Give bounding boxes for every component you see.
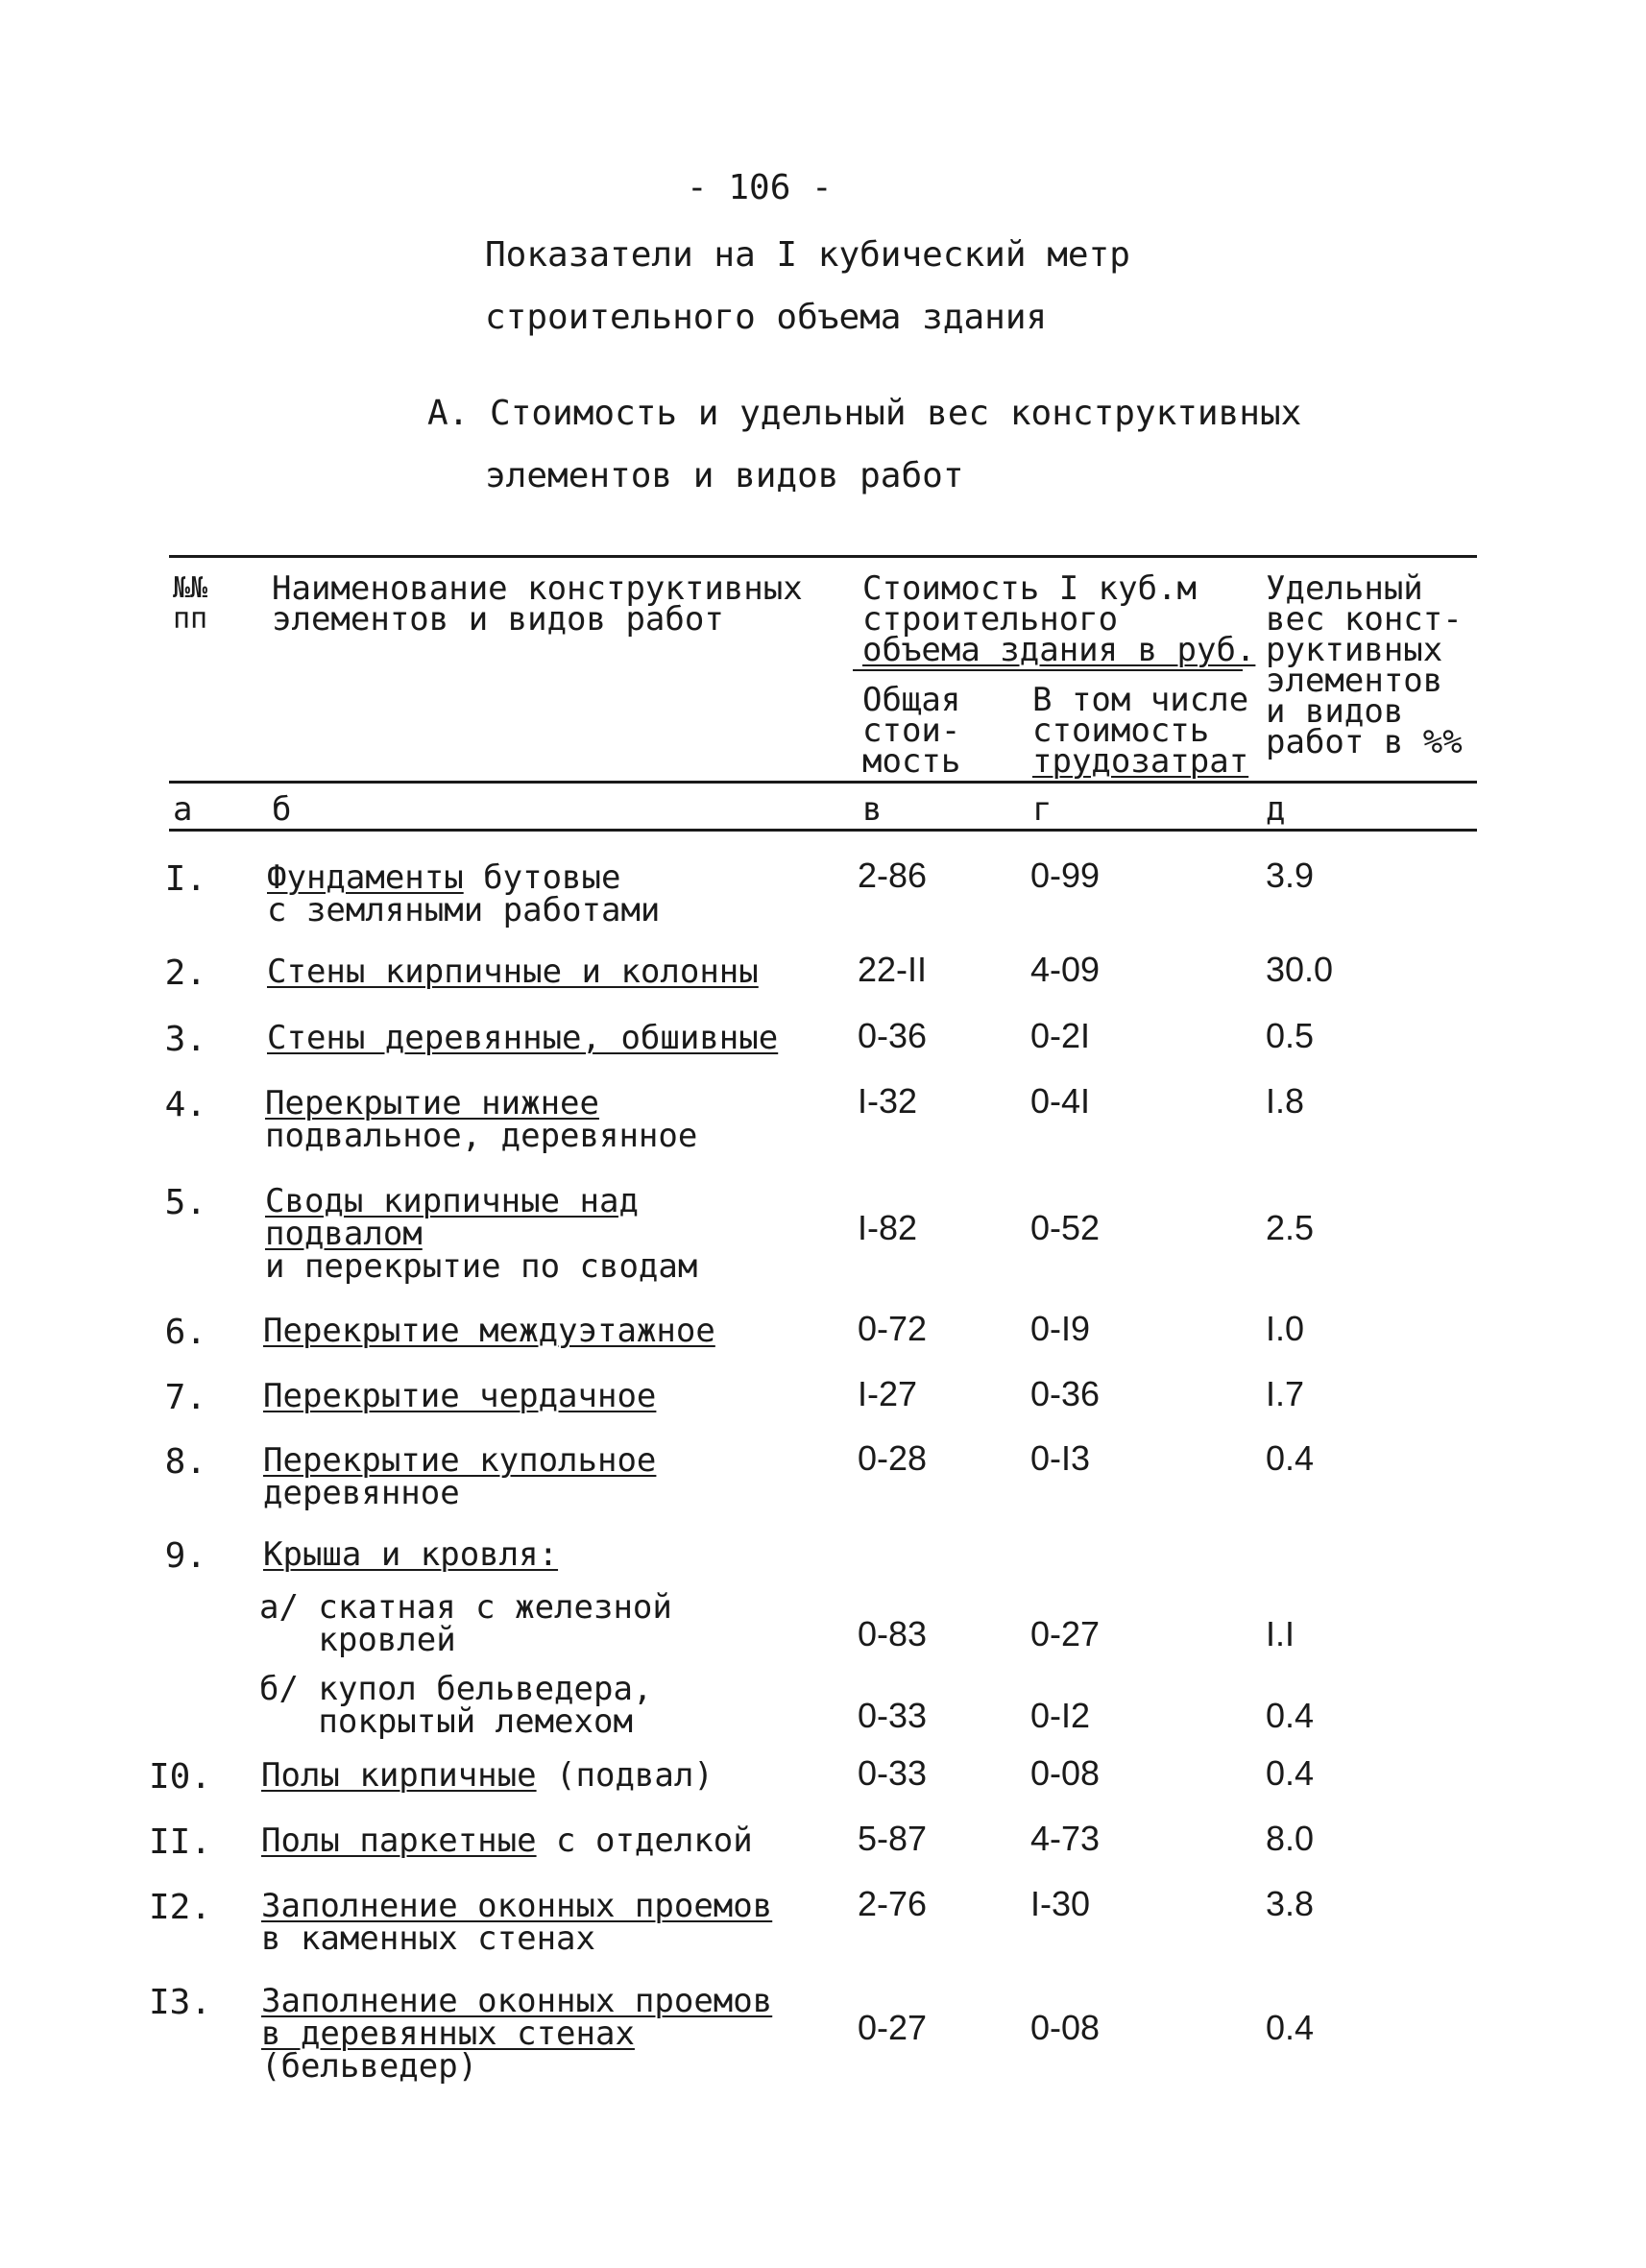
row-name-underlined: Перекрытие междуэтажное <box>263 1312 715 1350</box>
row-name-underlined: Полы паркетные <box>261 1822 537 1860</box>
page-title-line2: строительного объема здания <box>485 298 1048 337</box>
row-share: 3.8 <box>1266 1884 1315 1923</box>
row-total-cost: 2-86 <box>858 856 928 895</box>
header-cost-group: Стоимость I куб.м строительного <box>862 569 1197 639</box>
row-name-line1 <box>267 1019 779 1057</box>
row-total-cost: 0-72 <box>858 1309 928 1348</box>
row-name-rest: (подвал) <box>536 1756 714 1795</box>
header-cost-group-last: объема здания в руб. <box>862 631 1256 669</box>
row-number: I0. <box>149 1757 212 1797</box>
row-number: I2. <box>149 1888 212 1927</box>
header-share: Удельный вес конст- руктивных элементов и видов работ в %% <box>1266 569 1463 761</box>
row-share: 0.5 <box>1266 1016 1315 1055</box>
row-name-line1 <box>267 858 621 897</box>
row-number: 3. <box>164 1020 206 1059</box>
row-name-underlined: Заполнение оконных проемов <box>261 1982 773 2020</box>
row-name-underlined: Заполнение оконных проемов <box>261 1887 773 1925</box>
row-name-underlined: Перекрытие купольное <box>263 1441 657 1480</box>
row-share: I.0 <box>1266 1309 1305 1348</box>
letter-d: д <box>1266 790 1286 829</box>
letter-a: а <box>173 790 193 829</box>
row-total-cost: I-82 <box>858 1208 918 1247</box>
row-share: 8.0 <box>1266 1819 1315 1858</box>
row-labor-cost: 4-09 <box>1030 950 1101 989</box>
row-name-line1 <box>263 1312 715 1350</box>
row-name-line1 <box>265 1084 599 1122</box>
row-number: 7. <box>164 1378 206 1417</box>
row-share: I.8 <box>1266 1081 1305 1121</box>
row-labor-cost: 0-2I <box>1030 1016 1091 1055</box>
row-name-line2: подвальное, деревянное <box>265 1117 698 1155</box>
row-total-cost: 0-27 <box>858 2008 928 2047</box>
row-name-underlined: Крыша и кровля: <box>263 1535 559 1574</box>
row-share: 0.4 <box>1266 1438 1315 1478</box>
row-total-cost: 22-II <box>858 950 928 989</box>
row-share: I.I <box>1266 1614 1295 1653</box>
header-bottom-rule <box>169 781 1477 784</box>
row-name-line3: (бельведер) <box>261 2047 478 2086</box>
row-labor-cost: 4-73 <box>1030 1819 1101 1858</box>
page-number: - 106 - <box>687 168 833 207</box>
row-name-line1 <box>263 1377 657 1415</box>
row-name-line1 <box>261 1756 714 1795</box>
row-name-line2: деревянное <box>263 1474 460 1512</box>
row-total-cost: I-27 <box>858 1374 918 1413</box>
row-labor-cost: 0-I3 <box>1030 1438 1091 1478</box>
row-labor-cost: 0-4I <box>1030 1081 1091 1121</box>
row-total-cost: 5-87 <box>858 1819 928 1858</box>
section-title-line1: А. Стоимость и удельный вес конструктивных <box>427 394 1302 433</box>
header-name: Наименование конструктивных элементов и видов работ <box>272 569 803 639</box>
row-name-underlined: Своды кирпичные над <box>265 1182 639 1220</box>
header-labor-last: трудозатрат <box>1032 742 1249 781</box>
row-total-cost: 0-83 <box>858 1614 928 1653</box>
row-total-cost: 0-36 <box>858 1016 928 1055</box>
row-number: 8. <box>164 1442 206 1482</box>
row-name-line2: в деревянных стенах <box>261 2015 635 2053</box>
row-name-underlined: Перекрытие нижнее <box>265 1084 599 1122</box>
row-total-cost: 0-28 <box>858 1438 928 1478</box>
row-number: II. <box>149 1822 212 1862</box>
row-share: 0.4 <box>1266 2008 1315 2047</box>
row-name-line2: подвалом <box>265 1215 423 1253</box>
row-name-line1 <box>263 1535 559 1574</box>
header-labor: В том числе стоимость <box>1032 681 1249 750</box>
row-name-line1 <box>261 1822 753 1860</box>
row-number: 9. <box>164 1536 206 1576</box>
row-total-cost: I-32 <box>858 1081 918 1121</box>
row-name-rest: бутовые <box>463 858 621 897</box>
row-share: 3.9 <box>1266 856 1315 895</box>
row-name-underlined: Перекрытие чердачное <box>263 1377 657 1415</box>
row-labor-cost: 0-08 <box>1030 1753 1101 1793</box>
row-name-rest: с отделкой <box>536 1822 753 1860</box>
row-name-line1 <box>265 1182 639 1220</box>
row-name-line3: и перекрытие по сводам <box>265 1247 698 1286</box>
row-name-line1 <box>259 1588 672 1627</box>
section-title-line2: элементов и видов работ <box>485 456 964 495</box>
row-name-line2: с земляными работами <box>267 891 661 929</box>
letter-v: в <box>862 790 883 829</box>
row-share: 30.0 <box>1266 950 1334 989</box>
row-labor-cost: 0-36 <box>1030 1374 1101 1413</box>
row-name-line1 <box>263 1441 657 1480</box>
row-share: 2.5 <box>1266 1208 1315 1247</box>
row-labor-cost: 0-52 <box>1030 1208 1101 1247</box>
header-num: №№ пп <box>173 571 208 636</box>
row-name-underlined: Стены деревянные, обшивные <box>267 1019 779 1057</box>
row-name-underlined: Стены кирпичные и колонны <box>267 953 759 991</box>
row-labor-cost: 0-08 <box>1030 2008 1101 2047</box>
letter-b: б <box>272 790 292 829</box>
letters-bottom-rule <box>169 829 1477 832</box>
row-name-line2: в каменных стенах <box>261 1919 595 1958</box>
row-labor-cost: 0-27 <box>1030 1614 1101 1653</box>
row-number: I. <box>164 859 206 899</box>
row-share: 0.4 <box>1266 1753 1315 1793</box>
row-name-rest: а/ скатная с железной <box>259 1588 672 1627</box>
row-name-line1 <box>259 1670 653 1708</box>
row-name-underlined: Фундаменты <box>267 858 464 897</box>
header-total: Общая стои- мость <box>862 681 961 781</box>
cost-group-rule <box>853 669 1243 671</box>
row-labor-cost: 0-99 <box>1030 856 1101 895</box>
row-number: 2. <box>164 953 206 993</box>
row-name-line1 <box>267 953 759 991</box>
row-share: 0.4 <box>1266 1696 1315 1735</box>
row-name-line1 <box>261 1887 773 1925</box>
row-total-cost: 2-76 <box>858 1884 928 1923</box>
row-share: I.7 <box>1266 1374 1305 1413</box>
row-number: 5. <box>164 1183 206 1222</box>
row-name-line2: кровлей <box>259 1621 456 1659</box>
letter-g: г <box>1032 790 1053 829</box>
row-total-cost: 0-33 <box>858 1753 928 1793</box>
page-title-line1: Показатели на I кубический метр <box>485 235 1130 275</box>
row-name-underlined: Полы кирпичные <box>261 1756 537 1795</box>
row-labor-cost: I-30 <box>1030 1884 1091 1923</box>
row-total-cost: 0-33 <box>858 1696 928 1735</box>
row-number: I3. <box>149 1983 212 2022</box>
row-number: 6. <box>164 1313 206 1352</box>
row-labor-cost: 0-I9 <box>1030 1309 1091 1348</box>
row-name-line2: покрытый лемехом <box>259 1702 633 1741</box>
row-number: 4. <box>164 1085 206 1124</box>
row-name-line1 <box>261 1982 773 2020</box>
table-top-rule <box>169 555 1477 558</box>
row-name-rest: б/ купол бельведера, <box>259 1670 653 1708</box>
row-labor-cost: 0-I2 <box>1030 1696 1091 1735</box>
